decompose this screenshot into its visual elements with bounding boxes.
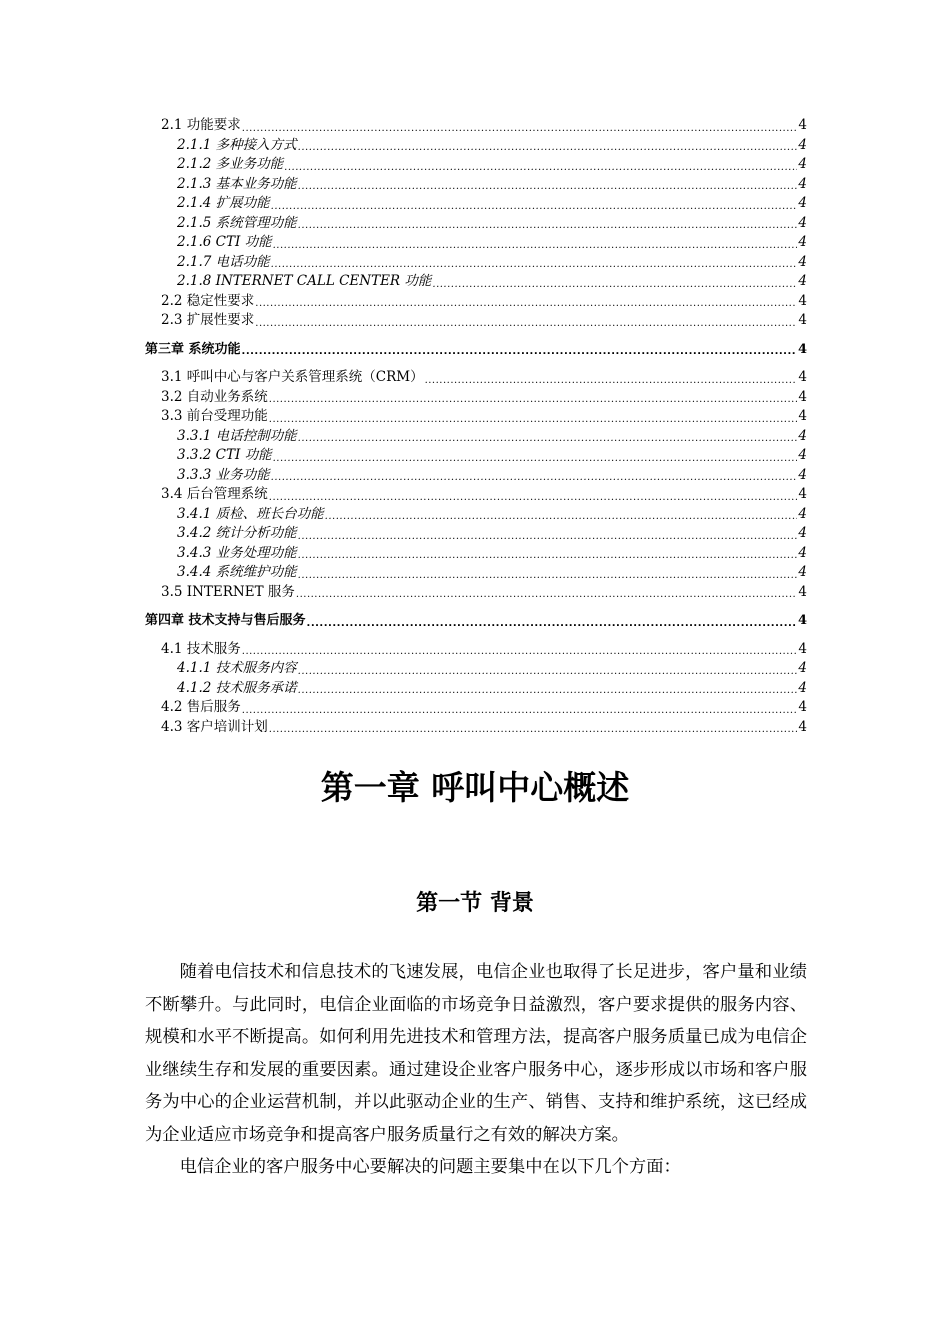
section-title: 第一节 背景 [416,891,534,916]
toc-page-number: 4 [797,613,807,628]
toc-dot-leader [298,431,798,446]
toc-dot-leader [271,470,798,485]
toc-entry[interactable] [145,611,807,631]
toc-entry-label: 2.1.7 电话功能 [177,253,270,270]
toc-dot-leader [325,509,798,524]
toc-entry[interactable] [145,583,807,603]
toc-entry[interactable] [145,505,807,525]
toc-entry[interactable] [145,368,807,388]
toc-entry[interactable] [145,466,807,486]
toc-entry-label: 第四章 技术支持与售后服务 [145,613,306,628]
toc-dot-leader [425,373,798,388]
toc-entry-label: 2.2 稳定性要求 [161,292,255,309]
toc-entry[interactable] [145,544,807,564]
toc-page-number: 4 [798,214,807,231]
toc-entry[interactable] [145,388,807,408]
toc-entry[interactable] [145,194,807,214]
toc-entry-label: 2.1.6 CTI 功能 [177,234,272,250]
table-of-contents [145,116,807,737]
toc-page-number: 4 [798,640,807,657]
toc-dot-leader [255,296,797,311]
toc-dot-leader [298,683,798,698]
toc-page-number: 4 [798,369,807,385]
toc-page-number: 4 [798,195,807,211]
toc-entry-label: 2.1.5 系统管理功能 [177,214,297,231]
toc-page-number: 4 [798,660,807,676]
toc-page-number: 4 [798,312,807,328]
toc-page-number: 4 [798,427,807,444]
toc-entry[interactable] [145,175,807,195]
toc-entry-label: 2.1.2 多业务功能 [177,156,284,172]
toc-dot-leader [298,568,798,583]
toc-entry-label: 4.2 售后服务 [161,699,241,715]
toc-page-number: 4 [798,718,807,735]
toc-entry-label: 3.3.3 业务功能 [177,466,270,483]
toc-entry-label: 2.1.8 INTERNET CALL CENTER 功能 [177,273,432,289]
toc-page-number: 4 [798,292,807,309]
toc-entry[interactable] [145,272,807,292]
toc-dot-leader [269,392,798,407]
toc-page-number: 4 [798,253,807,270]
toc-dot-leader [269,412,798,427]
toc-entry-label: 第三章 系统功能 [145,341,241,357]
toc-entry[interactable] [145,563,807,583]
toc-dot-leader [284,160,797,175]
toc-entry-label: 3.4 后台管理系统 [161,486,268,502]
toc-page-number: 4 [798,234,807,250]
toc-dot-leader [269,490,798,505]
toc-page-number: 4 [798,273,807,289]
toc-entry-label: 3.3 前台受理功能 [161,408,268,424]
toc-entry[interactable] [145,659,807,679]
toc-entry[interactable] [145,311,807,331]
toc-entry[interactable] [145,155,807,175]
toc-dot-leader [296,587,798,602]
toc-dot-leader [271,257,798,272]
body-text [145,956,807,1184]
toc-entry-label: 3.4.2 统计分析功能 [177,525,297,541]
toc-page-number: 4 [798,466,807,483]
toc-entry-label: 4.1.2 技术服务承诺 [177,679,297,696]
toc-dot-leader [273,238,798,253]
toc-page-number: 4 [798,408,807,424]
toc-dot-leader [298,218,798,233]
toc-entry-label: 2.1.3 基本业务功能 [177,175,297,192]
toc-dot-leader [298,548,798,563]
toc-page-number: 4 [798,564,807,580]
toc-entry-label: 2.3 扩展性要求 [161,312,255,328]
toc-entry-label: 3.5 INTERNET 服务 [161,583,295,600]
toc-entry-label: 3.4.4 系统维护功能 [177,564,297,580]
toc-page-number: 4 [798,117,807,133]
toc-dot-leader [269,722,798,737]
toc-entry-label: 3.3.1 电话控制功能 [177,427,297,444]
toc-page-number: 4 [798,388,807,405]
toc-entry-label: 2.1 功能要求 [161,117,241,133]
toc-dot-leader [242,344,797,359]
toc-entry[interactable] [145,718,807,738]
toc-dot-leader [432,277,797,292]
toc-entry[interactable] [145,116,807,136]
toc-page-number: 4 [798,447,807,463]
toc-entry-label: 4.1 技术服务 [161,640,241,657]
toc-entry[interactable] [145,640,807,660]
toc-entry-label: 3.4.3 业务处理功能 [177,544,297,561]
toc-entry[interactable] [145,407,807,427]
toc-page-number: 4 [798,679,807,696]
toc-page-number: 4 [798,505,807,522]
toc-dot-leader [242,121,798,136]
toc-dot-leader [273,451,798,466]
toc-entry[interactable] [145,524,807,544]
toc-page-number: 4 [798,486,807,502]
chapter-title: 第一章 呼叫中心概述 [320,768,630,807]
toc-page-number: 4 [797,341,807,357]
toc-entry[interactable] [145,292,807,312]
toc-dot-leader [298,140,798,155]
toc-entry-label: 2.1.4 扩展功能 [177,195,270,211]
toc-page-number: 4 [798,175,807,192]
toc-page-number: 4 [798,544,807,561]
paragraph: 电信企业的客户服务中心要解决的问题主要集中在以下几个方面： [179,1157,681,1177]
toc-page-number: 4 [798,699,807,715]
toc-entry-label: 3.2 自动业务系统 [161,388,268,405]
toc-entry[interactable] [145,233,807,253]
toc-entry[interactable] [145,679,807,699]
toc-entry-label: 4.1.1 技术服务内容 [177,660,297,676]
toc-entry-label: 3.1 呼叫中心与客户关系管理系统（CRM） [161,369,424,385]
toc-entry[interactable] [145,698,807,718]
toc-dot-leader [242,703,798,718]
toc-entry[interactable] [145,446,807,466]
toc-entry[interactable] [145,214,807,234]
toc-entry-label: 2.1.1 多种接入方式 [177,136,297,153]
toc-page-number: 4 [798,583,807,600]
toc-dot-leader [298,529,798,544]
toc-dot-leader [242,644,798,659]
toc-entry[interactable] [145,427,807,447]
toc-dot-leader [298,179,798,194]
toc-dot-leader [307,616,797,631]
toc-dot-leader [298,664,798,679]
toc-entry[interactable] [145,485,807,505]
toc-page-number: 4 [798,136,807,153]
toc-page-number: 4 [798,156,807,172]
toc-page-number: 4 [798,525,807,541]
toc-dot-leader [255,316,797,331]
toc-entry[interactable] [145,340,807,360]
toc-entry-label: 3.4.1 质检、班长台功能 [177,505,324,522]
paragraph: 随着电信技术和信息技术的飞速发展，电信企业也取得了长足进步，客户量和业绩不断攀升。与此同时，电信企业面临的市场竞争日益激烈，客户要求提供的服务内容、规模和水平不断提高。如何利用先进技术和管理方法，提高客户服务质量已成为电信企业继续生存和发展的重要因素。通过建设企业客户服务中心，逐步形成以市场和客户服务为中心的企业运营机制，并以此驱动企业的生产、销售、支持和维护系统，这已经成为企业适应市场竞争和提高客户服务质量行之有效的解决方案。 [145,962,807,1145]
toc-entry-label: 4.3 客户培训计划 [161,718,268,735]
toc-entry[interactable] [145,136,807,156]
toc-entry[interactable] [145,253,807,273]
toc-dot-leader [271,199,798,214]
toc-entry-label: 3.3.2 CTI 功能 [177,447,272,463]
